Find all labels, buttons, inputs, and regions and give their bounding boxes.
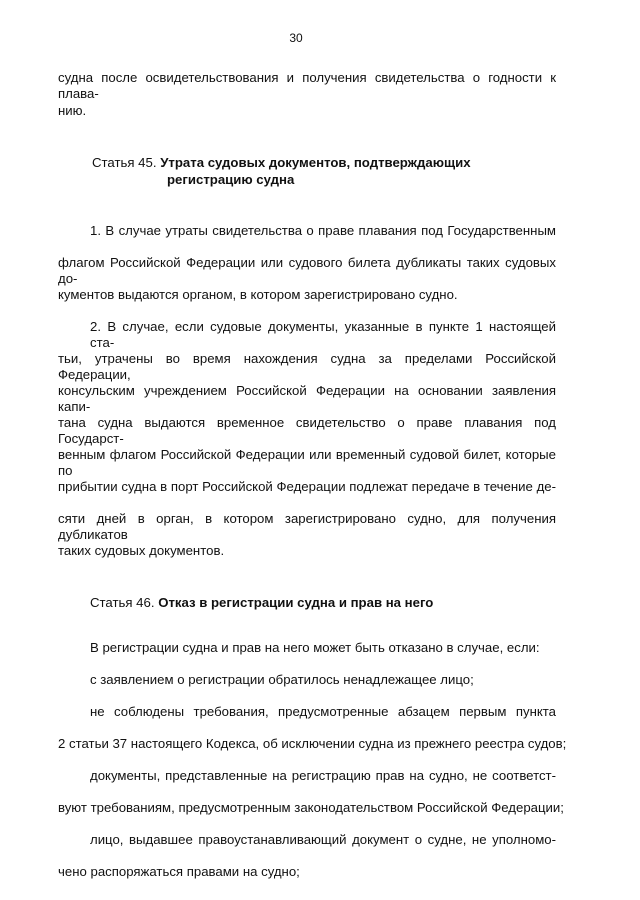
paragraph-line: сяти дней в орган, в котором зарегистрировано судно, для получения дубликатов bbox=[58, 511, 556, 542]
article-46-title: Отказ в регистрации судна и прав на него bbox=[158, 595, 434, 610]
paragraph-line: вуют требованиям, предусмотренным законодательством Российской Федерации; bbox=[58, 800, 564, 815]
paragraph-line: В регистрации судна и прав на него может быть отказано в случае, если: bbox=[90, 640, 540, 655]
paragraph-line: 1. В случае утраты свидетельства о праве плавания под Государственным bbox=[90, 223, 556, 238]
paragraph-line: лицо, выдавшее правоустанавливающий документ о судне, не уполномо- bbox=[90, 832, 556, 847]
paragraph-line: флагом Российской Федерации или судового билета дубликаты таких судовых до- bbox=[58, 255, 556, 286]
article-46-heading bbox=[90, 594, 433, 611]
paragraph-line: венным флагом Российской Федерации или временный судовой билет, которые по bbox=[58, 447, 556, 478]
paragraph-line: таких судовых документов. bbox=[58, 543, 225, 558]
paragraph-line: документы, представленные на регистрацию прав на судно, не соответст- bbox=[90, 768, 556, 783]
paragraph-line: 2. В случае, если судовые документы, указанные в пункте 1 настоящей ста- bbox=[90, 319, 556, 350]
article-45-title-line2: регистрацию судна bbox=[167, 172, 295, 187]
article-45-heading-cont bbox=[167, 171, 294, 188]
article-45-label: Статья 45. bbox=[92, 155, 157, 170]
paragraph-line: чено распоряжаться правами на судно; bbox=[58, 864, 300, 879]
page-number: 30 bbox=[289, 31, 303, 45]
paragraph-line: с заявлением о регистрации обратилось ненадлежащее лицо; bbox=[90, 672, 474, 687]
paragraph-line: 2 статьи 37 настоящего Кодекса, об исключении судна из прежнего реестра судов; bbox=[58, 736, 567, 751]
paragraph-line: консульским учреждением Российской Федерации на основании заявления капи- bbox=[58, 383, 556, 414]
article-45-heading bbox=[92, 154, 471, 171]
paragraph-line: судна после освидетельствования и получения свидетельства о годности к плава- bbox=[58, 70, 556, 101]
article-46-label: Статья 46. bbox=[90, 595, 155, 610]
paragraph-line: кументов выдаются органом, в котором зарегистрировано судно. bbox=[58, 287, 458, 302]
paragraph-line: тана судна выдаются временное свидетельство о праве плавания под Государст- bbox=[58, 415, 556, 446]
paragraph-line: нию. bbox=[58, 103, 87, 118]
paragraph-line: тьи, утрачены во время нахождения судна за пределами Российской Федерации, bbox=[58, 351, 556, 382]
article-45-title-line1: Утрата судовых документов, подтверждающих bbox=[160, 155, 471, 170]
paragraph-line: не соблюдены требования, предусмотренные абзацем первым пункта bbox=[90, 704, 556, 719]
paragraph-line: прибытии судна в порт Российской Федерации подлежат передаче в течение де- bbox=[58, 479, 556, 494]
